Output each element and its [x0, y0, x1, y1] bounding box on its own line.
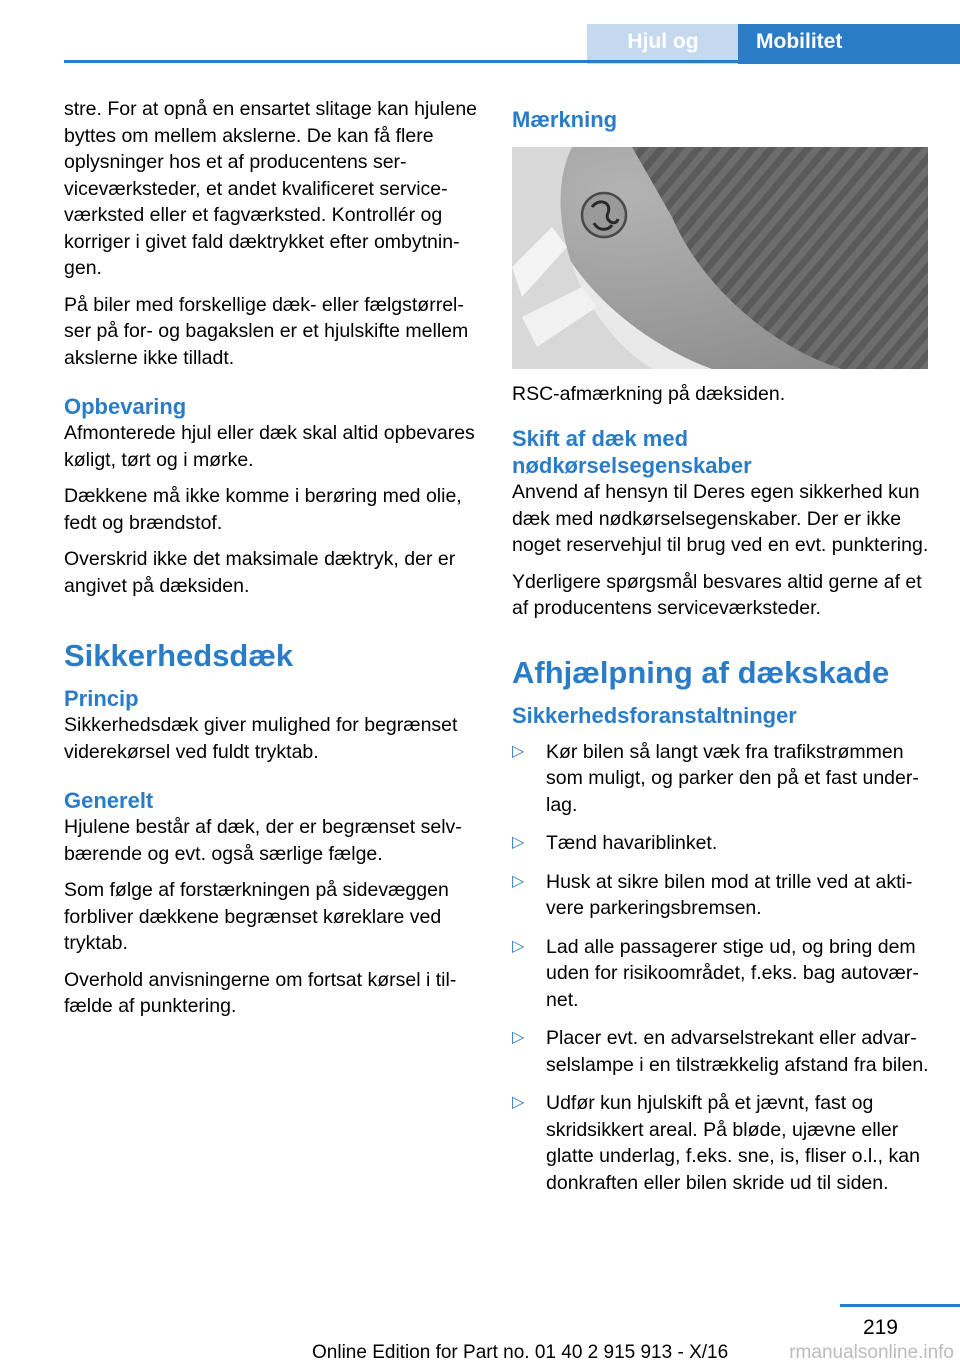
footer-rule: [840, 1304, 960, 1307]
chapter-tab: Mobilitet: [738, 24, 960, 64]
list-item-text: Tænd havariblinket.: [546, 832, 718, 854]
list-item-text: Husk at sikre bilen mod at trille ved at aktivere parkeringsbremsen.: [546, 870, 913, 919]
page-number: 219: [862, 1316, 898, 1339]
tire-damage-title: Afhjælpning af dækskade: [512, 654, 890, 690]
list-item: [512, 739, 930, 819]
list-item-text: Udfør kun hjulskift på et jævnt, fast og skridsikkert areal. På bløde, ujævne eller glatte underlag, f.eks. sne, is, fliser o.l., kan donkraften eller bilen skride ud til siden.: [546, 1092, 920, 1194]
list-item-text: Placer evt. en advarselstrekant eller advarselslampe i en tilstrækkelig afstand fra bilen.: [546, 1027, 929, 1076]
paragraph: Afmonterede hjul eller dæk skal altid opbevares køligt, tørt og i mørke.: [64, 422, 475, 471]
paragraph: Hjulene består af dæk, der er begrænset selvbærende og evt. også særlige fælge.: [64, 816, 462, 865]
principle-heading: Princip: [64, 686, 139, 711]
marking-heading: Mærkning: [512, 107, 618, 132]
triangle-bullet-icon: ▷: [512, 1029, 525, 1046]
paragraph: Som følge af forstærkningen på sidevæggen forbliver dækkene begrænset køreklare ved tryktab.: [64, 879, 449, 954]
watermark[interactable]: rmanualsonline.info: [789, 1342, 954, 1363]
safety-steps-list: [512, 739, 930, 1197]
triangle-bullet-icon: ▷: [512, 872, 525, 890]
list-item: [512, 1025, 930, 1078]
tire-sidewall-image: [512, 147, 928, 369]
list-item: [512, 830, 930, 857]
measures-heading: Sikkerhedsforanstaltninger: [512, 702, 797, 728]
triangle-bullet-icon: ▷: [512, 1094, 525, 1111]
header-rule: [64, 60, 960, 63]
triangle-bullet-icon: ▷: [512, 834, 525, 851]
list-item-text: Lad alle passagerer stige ud, og bring dem uden for risikoområdet, f.eks. bag autoværnet.: [546, 935, 919, 1011]
right-column: [512, 96, 930, 1208]
list-item: [512, 934, 930, 1014]
paragraph: Anvend af hensyn til Deres egen sikkerhed kun dæk med nødkørselsegenskaber. Der er ikke noget reservehjul til brug ved en evt. punktering.: [512, 481, 929, 556]
list-item: [512, 1090, 930, 1196]
triangle-bullet-icon: ▷: [512, 937, 525, 955]
paragraph: Overhold anvisningerne om fortsat kørsel i tilfælde af punktering.: [64, 968, 457, 1017]
paragraph: Yderligere spørgsmål besvares altid gerne af et af producentens serviceværksteder.: [512, 570, 922, 619]
figure-caption: RSC-afmærkning på dæksiden.: [512, 383, 786, 405]
list-item-text: Kør bilen så langt væk fra trafikstrømmen som muligt, og parker den på et fast underlag.: [546, 740, 919, 816]
section-tab: Hjul og dæk: [587, 24, 739, 64]
triangle-bullet-icon: ▷: [512, 742, 525, 760]
page-header: [0, 0, 960, 89]
paragraph: Overskrid ikke det maksimale dæktryk, der er angivet på dæksiden.: [64, 548, 456, 597]
paragraph: Dækkene må ikke komme i berøring med olie, fedt og brændstof.: [64, 485, 462, 534]
paragraph: På biler med forskellige dæk- eller fælgstørrelser på for- og bagakslen er et hjulskifte mellem akslerne ikke tilladt.: [64, 293, 469, 369]
edition-note: Online Edition for Part no. 01 40 2 915 913 - X/16: [312, 1342, 729, 1363]
left-column: [64, 96, 478, 1030]
storage-heading: Opbevaring: [64, 394, 187, 419]
paragraph: stre. For at opnå en ensartet slitage kan hjulene byttes om mellem akslerne. De kan få flere oplysninger hos et af producentens serviceværksteder, et andet kvalificeret serviceværksted eller et fagværksted. Kontrollér og korriger i givet fald dæktrykket efter ombytningen.: [64, 98, 478, 279]
list-item: [512, 869, 930, 922]
general-heading: Generelt: [64, 788, 154, 813]
paragraph: Sikkerhedsdæk giver mulighed for begrænset viderekørsel ved fuldt tryktab.: [64, 714, 458, 763]
change-heading: Skift af dæk med nødkørselsegenskaber: [512, 426, 752, 478]
safety-tire-title: Sikkerhedsdæk: [64, 638, 294, 673]
